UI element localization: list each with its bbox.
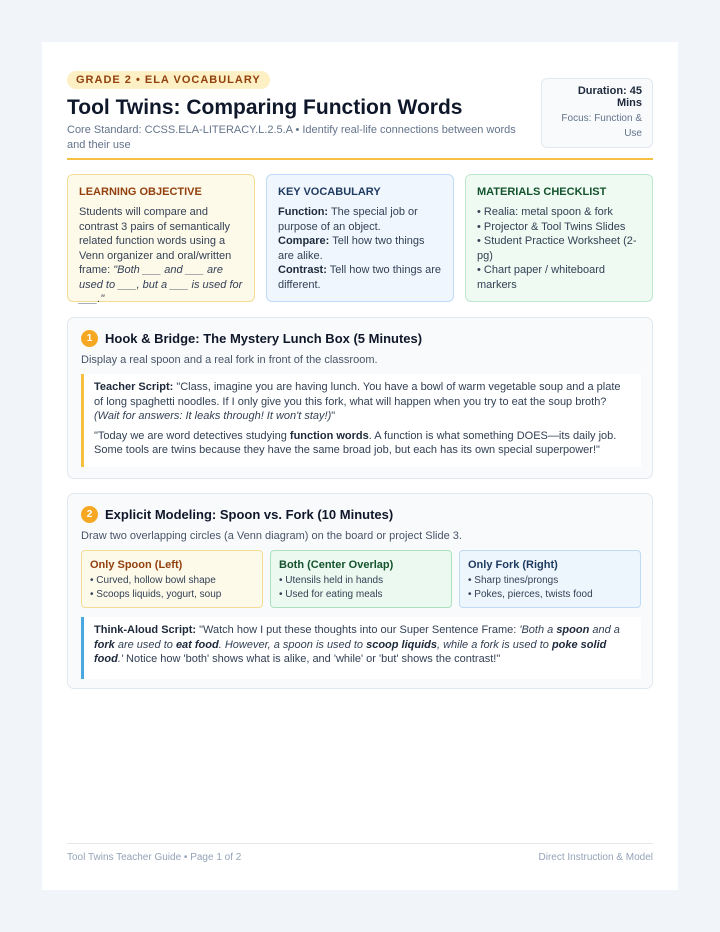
duration-box	[541, 78, 653, 148]
core-standard: Core Standard: CCSS.ELA-LITERACY.L.2.5.A • Identify real-life connections between words and their use	[67, 124, 516, 151]
hook-bridge-section	[67, 317, 653, 479]
venn-only-fork	[459, 550, 641, 608]
venn-item: • Used for eating meals	[279, 589, 383, 600]
vocab-item	[278, 234, 442, 263]
page-header	[67, 70, 653, 153]
step-number-badge: 2	[81, 506, 98, 523]
venn-item: • Utensils held in hands	[279, 575, 384, 586]
section-header	[81, 506, 393, 523]
frame-emphasis: fork	[94, 638, 115, 651]
venn-item: • Sharp tines/prongs	[468, 575, 559, 586]
frame-emphasis: spoon	[556, 624, 590, 636]
vocab-term: Function:	[278, 206, 329, 218]
vocab-term: Contrast:	[278, 264, 327, 276]
focus-label: Focus: Function & Use	[561, 113, 642, 139]
script-paragraph	[94, 623, 631, 667]
script-label: Teacher Script:	[94, 381, 174, 393]
objective-text	[79, 205, 243, 307]
vocab-def: Tell how two things are alike.	[278, 235, 425, 262]
script-text: "Watch how I put these thoughts into our Super Sentence Frame:	[196, 624, 520, 636]
script-wait-note: (Wait for answers: It leaks through! It won't stay!)	[94, 410, 332, 422]
think-aloud-script	[81, 617, 641, 679]
venn-item: • Curved, hollow bowl shape	[90, 575, 216, 586]
section-title: Explicit Modeling: Spoon vs. Fork (10 Minutes)	[105, 507, 394, 522]
footer-page-info: Tool Twins Teacher Guide • Page 1 of 2	[67, 852, 242, 863]
material-item: • Projector & Tool Twins Slides	[477, 220, 626, 233]
duration-label: Duration: 45 Mins	[577, 85, 642, 109]
section-description: Display a real spoon and a real fork in front of the classroom.	[81, 354, 378, 366]
venn-item: • Scoops liquids, yogurt, soup	[90, 589, 222, 600]
explicit-modeling-section	[67, 493, 653, 689]
script-text: "Class, imagine you are having lunch. You have a bowl of warm vegetable soup and a plate of long spaghetti noodles. If I only give you this fork, what will happen when you try to eat the soup broth?	[94, 381, 621, 408]
vocab-def: The special job or purpose of an object.	[278, 206, 418, 233]
script-label: Think-Aloud Script:	[94, 624, 197, 636]
lesson-page	[42, 42, 678, 890]
vocab-item	[278, 263, 442, 292]
frame-part: 'Both a	[519, 624, 557, 636]
card-title: LEARNING OBJECTIVE	[79, 186, 202, 198]
venn-title: Only Spoon (Left)	[90, 559, 183, 571]
section-header	[81, 330, 422, 347]
frame-part: . However, a spoon is used to	[218, 638, 367, 651]
key-vocabulary-card	[266, 174, 454, 302]
script-end: "	[331, 410, 336, 422]
frame-emphasis: eat food	[175, 638, 219, 651]
card-title: MATERIALS CHECKLIST	[477, 186, 607, 198]
teacher-script	[81, 374, 641, 467]
material-item: • Realia: metal spoon & fork	[477, 206, 613, 218]
material-item: • Chart paper / whiteboard markers	[477, 264, 605, 291]
material-item: • Student Practice Worksheet (2-pg)	[477, 235, 637, 262]
script-emphasis: function words	[289, 429, 369, 442]
frame-emphasis: scoop liquids	[366, 638, 437, 651]
venn-item: • Pokes, pierces, twists food	[468, 589, 593, 600]
frame-part: .'	[117, 653, 123, 665]
objective-body: Students will compare and contrast 3 pairs of semantically related function words using a Venn organizer and oral/written frame:	[79, 206, 232, 276]
header-divider	[67, 158, 653, 160]
script-text: Notice how 'both' shows what is alike, and 'while' or 'but' shows the contrast!"	[122, 653, 501, 665]
objective-frame: "Both ___ and ___ are used to ___, but a ___ is used for ___."	[79, 264, 243, 305]
venn-only-spoon	[81, 550, 263, 608]
venn-title: Both (Center Overlap)	[279, 559, 394, 571]
materials-checklist-card	[465, 174, 653, 302]
frame-part: are used to	[114, 638, 176, 651]
footer-section-label: Direct Instruction & Model	[538, 852, 653, 863]
card-title: KEY VOCABULARY	[278, 186, 381, 198]
overview-cards	[67, 174, 653, 305]
footer-divider	[67, 843, 653, 844]
script-paragraph	[94, 429, 631, 458]
section-title: Hook & Bridge: The Mystery Lunch Box (5 Minutes)	[105, 331, 423, 346]
grade-badge: GRADE 2 • ELA VOCABULARY	[67, 71, 270, 89]
frame-part: and a	[589, 624, 620, 636]
venn-title: Only Fork (Right)	[468, 559, 558, 571]
script-paragraph	[94, 380, 631, 424]
venn-comparison	[81, 550, 641, 608]
vocab-term: Compare:	[278, 235, 330, 247]
frame-emphasis: poke solid food	[94, 638, 607, 665]
script-text: "Today we are word detectives studying	[94, 429, 290, 442]
section-description: Draw two overlapping circles (a Venn diagram) on the board or project Slide 3.	[81, 530, 462, 542]
learning-objective-card	[67, 174, 255, 305]
page-title: Tool Twins: Comparing Function Words	[67, 96, 463, 119]
script-text: . A function is what something DOES—its daily job. Some tools are twins because they have the same broad job, but each has its own special superpower!"	[94, 429, 617, 456]
vocab-def: Tell how two things are different.	[278, 264, 442, 291]
venn-both	[270, 550, 452, 608]
vocab-item	[278, 205, 442, 234]
step-number-badge: 1	[81, 330, 98, 347]
frame-part: , while a fork is used to	[437, 638, 552, 651]
